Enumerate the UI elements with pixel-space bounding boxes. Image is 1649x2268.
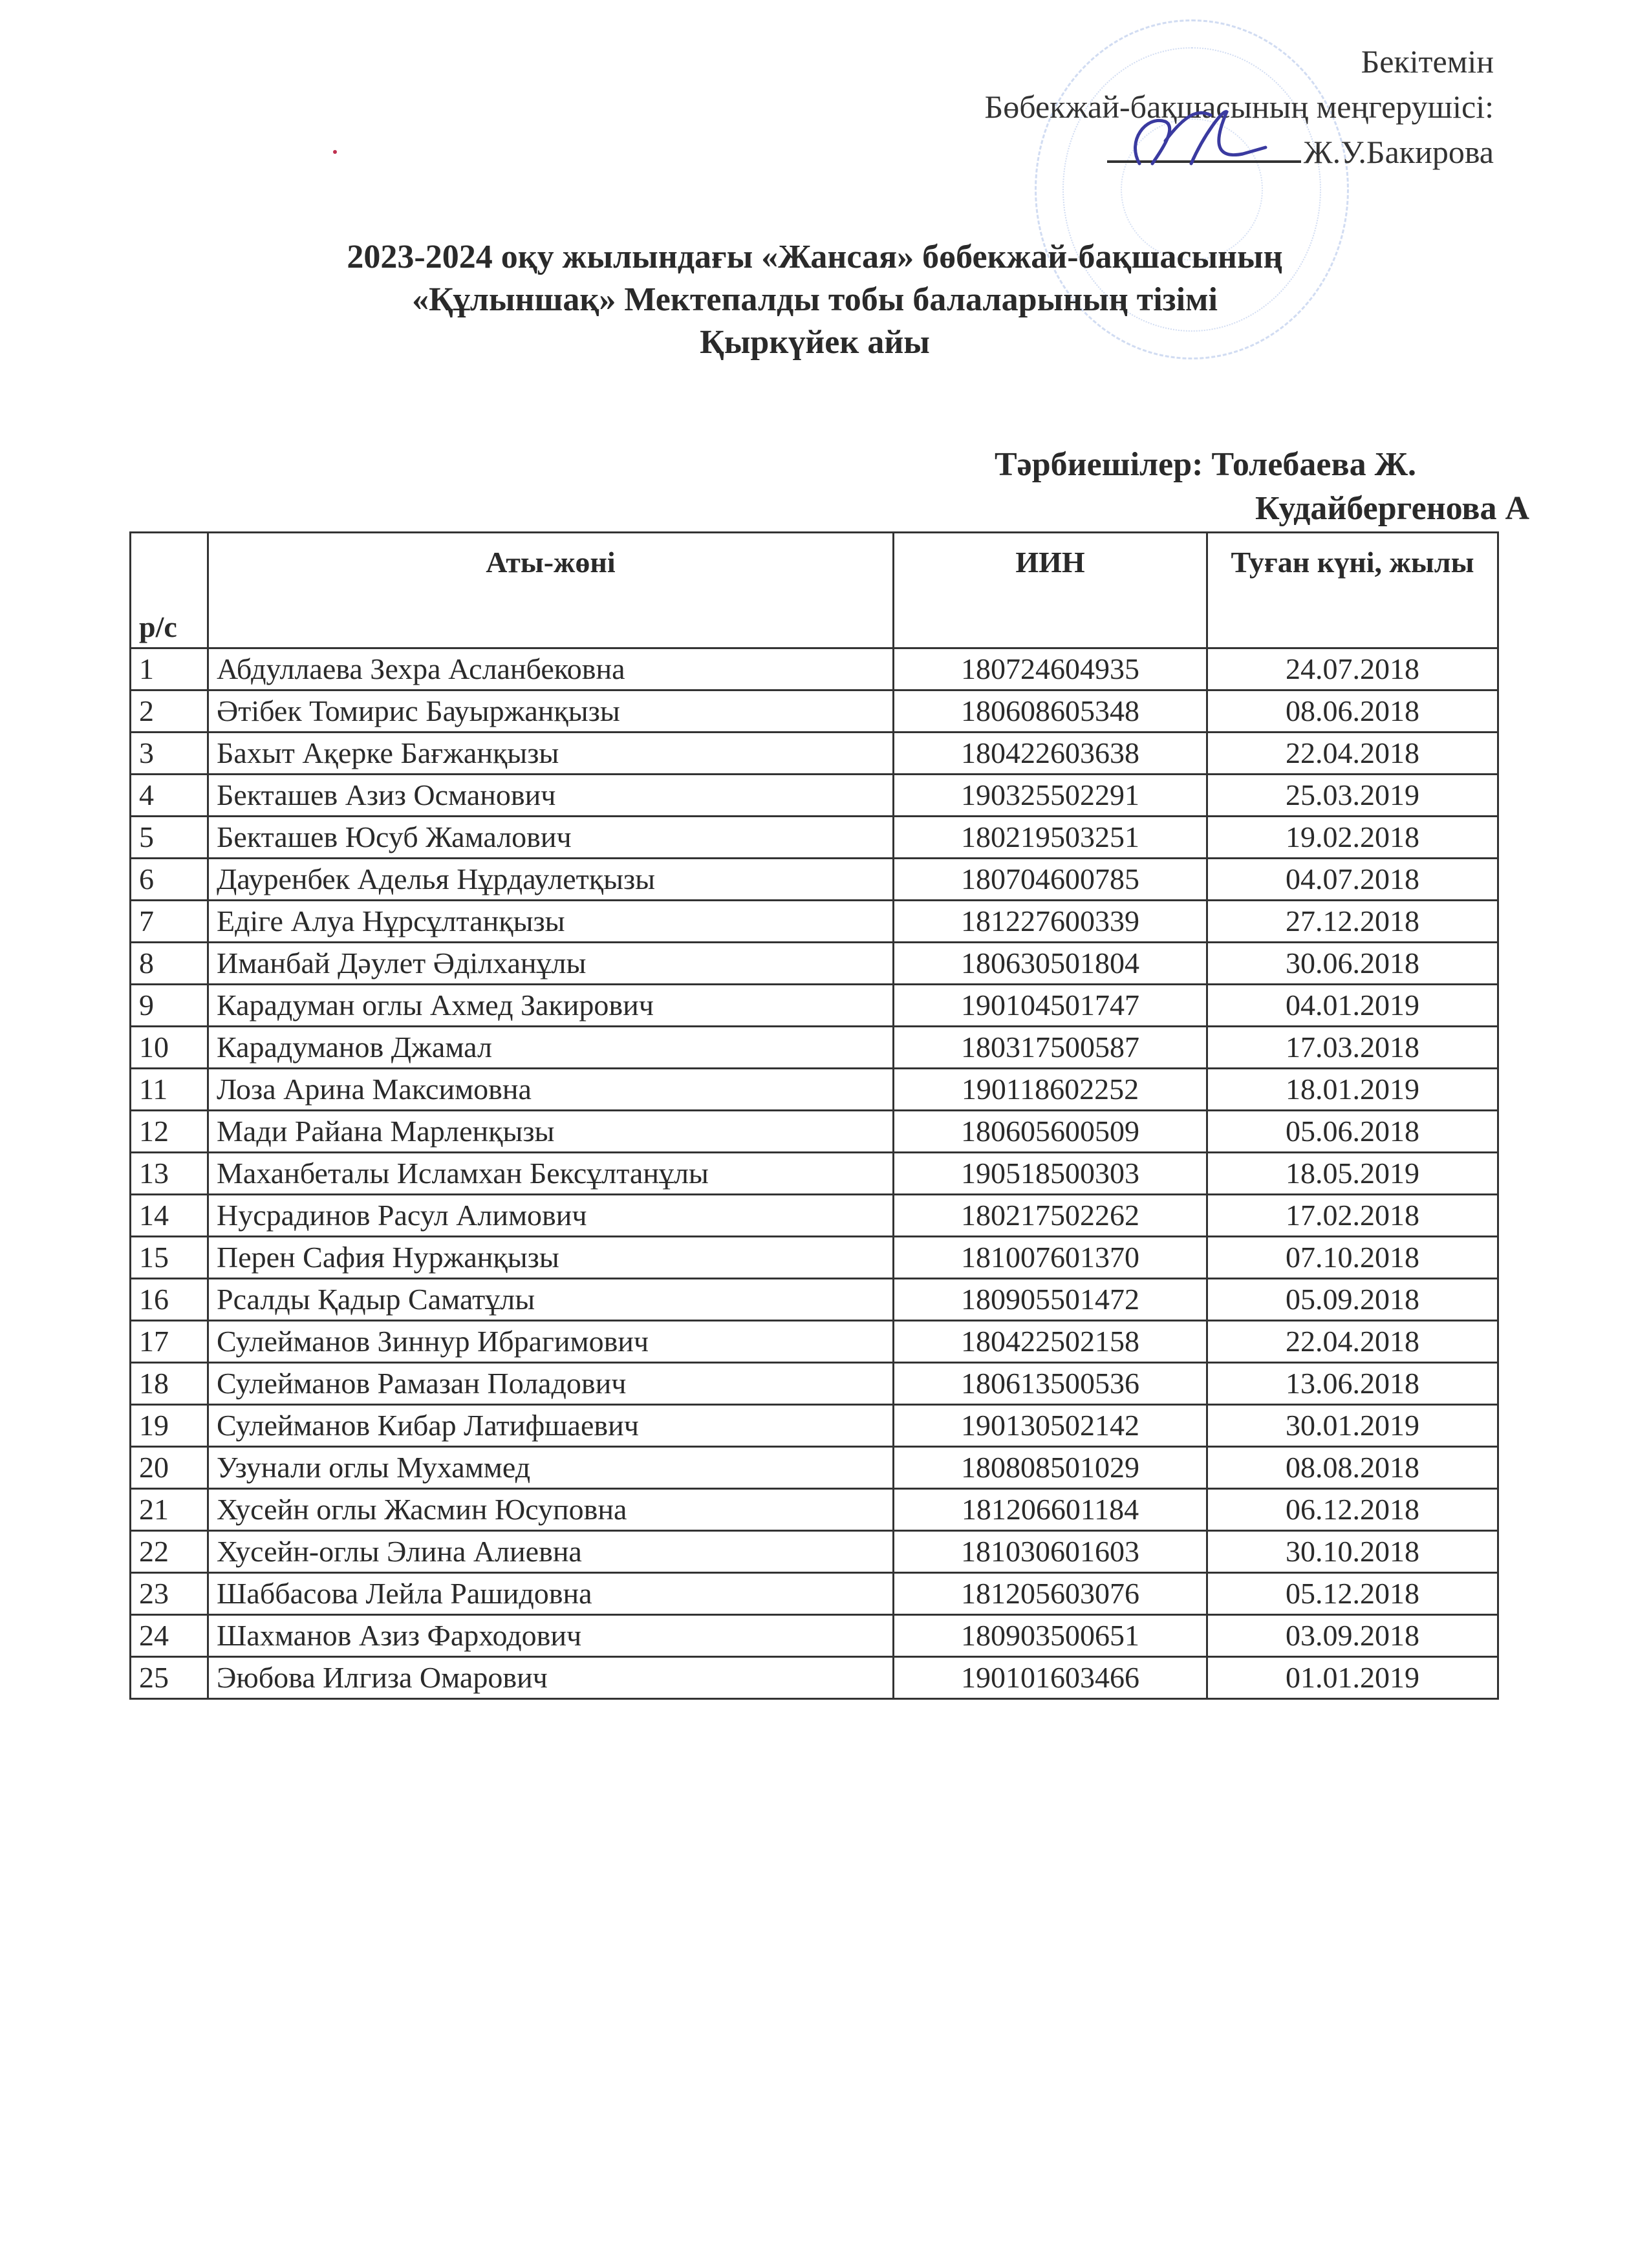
row-number: 3 bbox=[131, 733, 208, 775]
child-name: Сулейманов Зиннур Ибрагимович bbox=[208, 1321, 894, 1363]
child-name: Лоза Арина Максимовна bbox=[208, 1069, 894, 1111]
table-row bbox=[131, 1279, 1498, 1321]
child-iin: 181007601370 bbox=[894, 1237, 1207, 1279]
child-birth-date: 18.01.2019 bbox=[1207, 1069, 1498, 1111]
row-number: 7 bbox=[131, 901, 208, 943]
table-row bbox=[131, 1195, 1498, 1237]
child-name: Нусрадинов Расул Алимович bbox=[208, 1195, 894, 1237]
child-name: Маханбеталы Исламхан Бексұлтанұлы bbox=[208, 1153, 894, 1195]
child-name: Карадуман оглы Ахмед Закирович bbox=[208, 985, 894, 1027]
child-birth-date: 25.03.2019 bbox=[1207, 775, 1498, 817]
row-number: 25 bbox=[131, 1657, 208, 1699]
child-iin: 190518500303 bbox=[894, 1153, 1207, 1195]
row-number: 6 bbox=[131, 859, 208, 901]
child-name: Бекташев Азиз Османович bbox=[208, 775, 894, 817]
table-row bbox=[131, 1405, 1498, 1447]
row-number: 17 bbox=[131, 1321, 208, 1363]
table-body bbox=[131, 648, 1498, 1699]
title-line-2: «Құлыншақ» Мектепалды тобы балаларының тізімі bbox=[412, 281, 1218, 318]
row-number: 12 bbox=[131, 1111, 208, 1153]
child-iin: 180704600785 bbox=[894, 859, 1207, 901]
approval-signature-row bbox=[718, 129, 1494, 175]
child-birth-date: 17.03.2018 bbox=[1207, 1027, 1498, 1069]
child-iin: 190101603466 bbox=[894, 1657, 1207, 1699]
educators-line-1: Тәрбиешілер: Толебаева Ж. bbox=[994, 446, 1416, 483]
child-name: Шаббасова Лейла Рашидовна bbox=[208, 1573, 894, 1615]
child-name: Бекташев Юсуб Жамалович bbox=[208, 817, 894, 859]
child-iin: 180422603638 bbox=[894, 733, 1207, 775]
signature-icon bbox=[1114, 102, 1269, 173]
table-row bbox=[131, 1111, 1498, 1153]
header-name: Аты-жөні bbox=[208, 533, 894, 648]
row-number: 18 bbox=[131, 1363, 208, 1405]
table-row bbox=[131, 775, 1498, 817]
table-row bbox=[131, 733, 1498, 775]
table-row bbox=[131, 1027, 1498, 1069]
child-iin: 180608605348 bbox=[894, 690, 1207, 733]
child-name: Әтібек Томирис Бауыржанқызы bbox=[208, 690, 894, 733]
child-birth-date: 30.10.2018 bbox=[1207, 1531, 1498, 1573]
child-iin: 180217502262 bbox=[894, 1195, 1207, 1237]
child-name: Перен Сафия Нуржанқызы bbox=[208, 1237, 894, 1279]
child-name: Дауренбек Аделья Нұрдаулетқызы bbox=[208, 859, 894, 901]
child-iin: 180613500536 bbox=[894, 1363, 1207, 1405]
child-birth-date: 03.09.2018 bbox=[1207, 1615, 1498, 1657]
title-line-3: Қыркүйек айы bbox=[700, 324, 930, 361]
child-iin: 180219503251 bbox=[894, 817, 1207, 859]
table-row bbox=[131, 1153, 1498, 1195]
table-row bbox=[131, 859, 1498, 901]
child-birth-date: 01.01.2019 bbox=[1207, 1657, 1498, 1699]
child-birth-date: 04.07.2018 bbox=[1207, 859, 1498, 901]
row-number: 19 bbox=[131, 1405, 208, 1447]
child-birth-date: 08.06.2018 bbox=[1207, 690, 1498, 733]
educators-block bbox=[705, 443, 1529, 531]
table-row bbox=[131, 943, 1498, 985]
child-birth-date: 22.04.2018 bbox=[1207, 733, 1498, 775]
child-birth-date: 13.06.2018 bbox=[1207, 1363, 1498, 1405]
child-iin: 180422502158 bbox=[894, 1321, 1207, 1363]
table-header-row bbox=[131, 533, 1498, 648]
approval-block bbox=[718, 39, 1494, 175]
row-number: 13 bbox=[131, 1153, 208, 1195]
scan-speck bbox=[333, 150, 337, 154]
child-iin: 180317500587 bbox=[894, 1027, 1207, 1069]
row-number: 22 bbox=[131, 1531, 208, 1573]
child-birth-date: 24.07.2018 bbox=[1207, 648, 1498, 690]
child-birth-date: 05.12.2018 bbox=[1207, 1573, 1498, 1615]
child-birth-date: 27.12.2018 bbox=[1207, 901, 1498, 943]
row-number: 20 bbox=[131, 1447, 208, 1489]
child-iin: 190325502291 bbox=[894, 775, 1207, 817]
table-row bbox=[131, 1531, 1498, 1573]
child-name: Узунали оглы Мухаммед bbox=[208, 1447, 894, 1489]
table-row bbox=[131, 1363, 1498, 1405]
table-row bbox=[131, 1321, 1498, 1363]
row-number: 14 bbox=[131, 1195, 208, 1237]
child-name: Абдуллаева Зехра Асланбековна bbox=[208, 648, 894, 690]
approval-name: Ж.У.Бакирова bbox=[1303, 134, 1494, 170]
signature-line bbox=[1107, 134, 1301, 163]
child-iin: 181205603076 bbox=[894, 1573, 1207, 1615]
child-iin: 180808501029 bbox=[894, 1447, 1207, 1489]
child-name: Рсалды Қадыр Саматұлы bbox=[208, 1279, 894, 1321]
child-name: Шахманов Азиз Фарходович bbox=[208, 1615, 894, 1657]
child-birth-date: 17.02.2018 bbox=[1207, 1195, 1498, 1237]
table-row bbox=[131, 1573, 1498, 1615]
child-iin: 190130502142 bbox=[894, 1405, 1207, 1447]
table-row bbox=[131, 1069, 1498, 1111]
child-birth-date: 05.09.2018 bbox=[1207, 1279, 1498, 1321]
child-iin: 180605600509 bbox=[894, 1111, 1207, 1153]
child-name: Мади Райана Марленқызы bbox=[208, 1111, 894, 1153]
table-row bbox=[131, 1657, 1498, 1699]
child-iin: 181206601184 bbox=[894, 1489, 1207, 1531]
child-birth-date: 05.06.2018 bbox=[1207, 1111, 1498, 1153]
row-number: 4 bbox=[131, 775, 208, 817]
child-name: Эюбова Илгиза Омарович bbox=[208, 1657, 894, 1699]
header-birth-date bbox=[1207, 533, 1498, 648]
child-iin: 181227600339 bbox=[894, 901, 1207, 943]
child-iin: 190104501747 bbox=[894, 985, 1207, 1027]
child-birth-date: 18.05.2019 bbox=[1207, 1153, 1498, 1195]
child-iin: 180905501472 bbox=[894, 1279, 1207, 1321]
header-number: р/с bbox=[131, 533, 208, 648]
child-birth-date: 30.06.2018 bbox=[1207, 943, 1498, 985]
educators-line-2: Кудайбергенова А bbox=[1255, 490, 1529, 527]
row-number: 16 bbox=[131, 1279, 208, 1321]
row-number: 24 bbox=[131, 1615, 208, 1657]
table-row bbox=[131, 1237, 1498, 1279]
child-iin: 190118602252 bbox=[894, 1069, 1207, 1111]
header-iin: ИИН bbox=[894, 533, 1207, 648]
child-birth-date: 08.08.2018 bbox=[1207, 1447, 1498, 1489]
child-name: Карадуманов Джамал bbox=[208, 1027, 894, 1069]
child-name: Бахыт Ақерке Бағжанқызы bbox=[208, 733, 894, 775]
row-number: 11 bbox=[131, 1069, 208, 1111]
table-row bbox=[131, 901, 1498, 943]
child-birth-date: 06.12.2018 bbox=[1207, 1489, 1498, 1531]
table-row bbox=[131, 985, 1498, 1027]
header-birth-date-text: Туған күні, жылы bbox=[1231, 546, 1474, 579]
table-row bbox=[131, 690, 1498, 733]
row-number: 8 bbox=[131, 943, 208, 985]
row-number: 1 bbox=[131, 648, 208, 690]
child-iin: 180724604935 bbox=[894, 648, 1207, 690]
child-name: Едіге Алуа Нұрсұлтанқызы bbox=[208, 901, 894, 943]
table-row bbox=[131, 648, 1498, 690]
table-row bbox=[131, 1447, 1498, 1489]
child-birth-date: 07.10.2018 bbox=[1207, 1237, 1498, 1279]
child-birth-date: 04.01.2019 bbox=[1207, 985, 1498, 1027]
child-birth-date: 30.01.2019 bbox=[1207, 1405, 1498, 1447]
children-roster-table bbox=[129, 531, 1499, 1700]
child-iin: 181030601603 bbox=[894, 1531, 1207, 1573]
child-iin: 180630501804 bbox=[894, 943, 1207, 985]
document-title bbox=[129, 236, 1500, 364]
approval-position: Бөбекжай-бақшасының меңгерушісі: bbox=[984, 89, 1494, 125]
child-name: Хусейн-оглы Элина Алиевна bbox=[208, 1531, 894, 1573]
child-name: Сулейманов Кибар Латифшаевич bbox=[208, 1405, 894, 1447]
row-number: 9 bbox=[131, 985, 208, 1027]
approval-heading: Бекітемін bbox=[1361, 43, 1494, 80]
row-number: 5 bbox=[131, 817, 208, 859]
row-number: 23 bbox=[131, 1573, 208, 1615]
row-number: 15 bbox=[131, 1237, 208, 1279]
child-name: Сулейманов Рамазан Поладович bbox=[208, 1363, 894, 1405]
table-row bbox=[131, 1615, 1498, 1657]
child-iin: 180903500651 bbox=[894, 1615, 1207, 1657]
child-name: Иманбай Дәулет Әділханұлы bbox=[208, 943, 894, 985]
title-line-1: 2023-2024 оқу жылындағы «Жансая» бөбекжай-бақшасының bbox=[347, 239, 1283, 275]
table-row bbox=[131, 1489, 1498, 1531]
child-birth-date: 19.02.2018 bbox=[1207, 817, 1498, 859]
row-number: 2 bbox=[131, 690, 208, 733]
child-birth-date: 22.04.2018 bbox=[1207, 1321, 1498, 1363]
row-number: 21 bbox=[131, 1489, 208, 1531]
row-number: 10 bbox=[131, 1027, 208, 1069]
table-row bbox=[131, 817, 1498, 859]
child-name: Хусейн оглы Жасмин Юсуповна bbox=[208, 1489, 894, 1531]
